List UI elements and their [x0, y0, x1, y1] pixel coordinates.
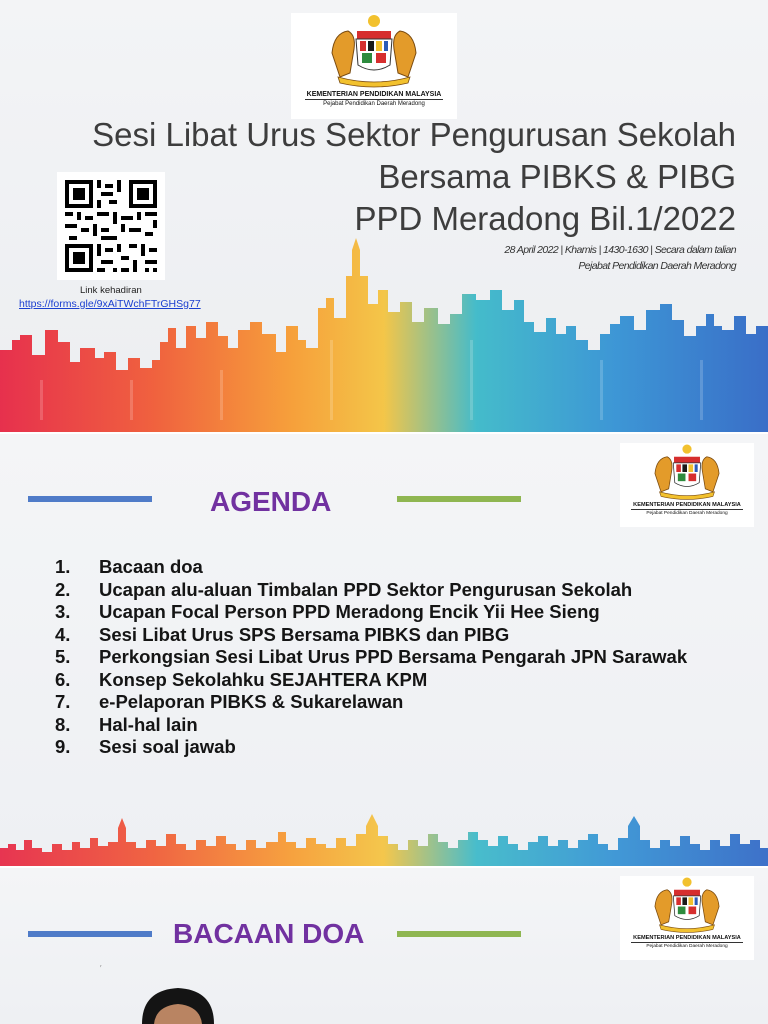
agenda-item: 8. Hal-hal lain	[55, 713, 198, 735]
slide-title-line-3: PPD Meradong Bil.1/2022	[354, 200, 736, 237]
ministry-logo	[620, 443, 754, 527]
office-name: Pejabat Pendidikan Daerah Meradong	[646, 944, 728, 949]
agenda-item: 4. Sesi Libat Urus SPS Bersama PIBKS dan PIBG	[55, 623, 510, 645]
ministry-name: KEMENTERIAN PENDIDIKAN MALAYSIA	[633, 502, 741, 508]
agenda-item: 6. Konsep Sekolahku SEJAHTERA KPM	[55, 668, 428, 690]
agenda-item: 2. Ucapan alu-aluan Timbalan PPD Sektor Pengurusan Sekolah	[55, 578, 633, 600]
slide-title-line-2: Bersama PIBKS & PIBG	[378, 158, 736, 195]
prayer-heading: BACAAN DOA	[173, 918, 365, 949]
coat-of-arms-emblem	[647, 443, 727, 501]
agenda-heading: AGENDA	[210, 486, 332, 517]
event-details: 28 April 2022 | Khamis | 1430-1630 | Secara dalam talian	[504, 244, 736, 256]
agenda-item: 7. e-Pelaporan PIBKS & Sukarelawan	[55, 691, 404, 712]
office-name: Pejabat Pendidikan Daerah Meradong	[323, 101, 425, 107]
speaker-portrait-photo	[140, 984, 216, 1024]
event-organizer: Pejabat Pendidikan Daerah Meradong	[578, 260, 736, 272]
title-slide	[0, 0, 768, 432]
attendance-link-label: Link kehadiran	[80, 285, 142, 296]
heading-accent-line-right	[397, 496, 521, 502]
qr-code[interactable]	[57, 172, 165, 280]
agenda-item: 1. Bacaan doa	[55, 556, 203, 577]
decorative-mark: ′	[100, 964, 102, 973]
ministry-logo	[620, 876, 754, 960]
agenda-item: 3. Ucapan Focal Person PPD Meradong Encik Yii Hee Sieng	[55, 601, 600, 622]
coat-of-arms-emblem	[647, 876, 727, 934]
city-skyline-graphic-small	[0, 804, 768, 866]
agenda-item: 9. Sesi soal jawab	[55, 736, 236, 757]
heading-accent-line-left	[28, 931, 152, 937]
office-name: Pejabat Pendidikan Daerah Meradong	[646, 511, 728, 516]
heading-accent-line-right	[397, 931, 521, 937]
ministry-name: KEMENTERIAN PENDIDIKAN MALAYSIA	[306, 91, 442, 98]
ministry-name: KEMENTERIAN PENDIDIKAN MALAYSIA	[633, 935, 741, 941]
ministry-logo	[291, 13, 457, 119]
agenda-list	[55, 556, 687, 759]
agenda-item: 5. Perkongsian Sesi Libat Urus PPD Bersama Pengarah JPN Sarawak	[55, 646, 688, 667]
heading-accent-line-left	[28, 496, 152, 502]
attendance-link[interactable]: https://forms.gle/9xAiTWchFTrGHSg77	[19, 298, 201, 310]
coat-of-arms-emblem	[324, 13, 424, 89]
slide-title-line-1: Sesi Libat Urus Sektor Pengurusan Sekolah	[92, 116, 736, 153]
